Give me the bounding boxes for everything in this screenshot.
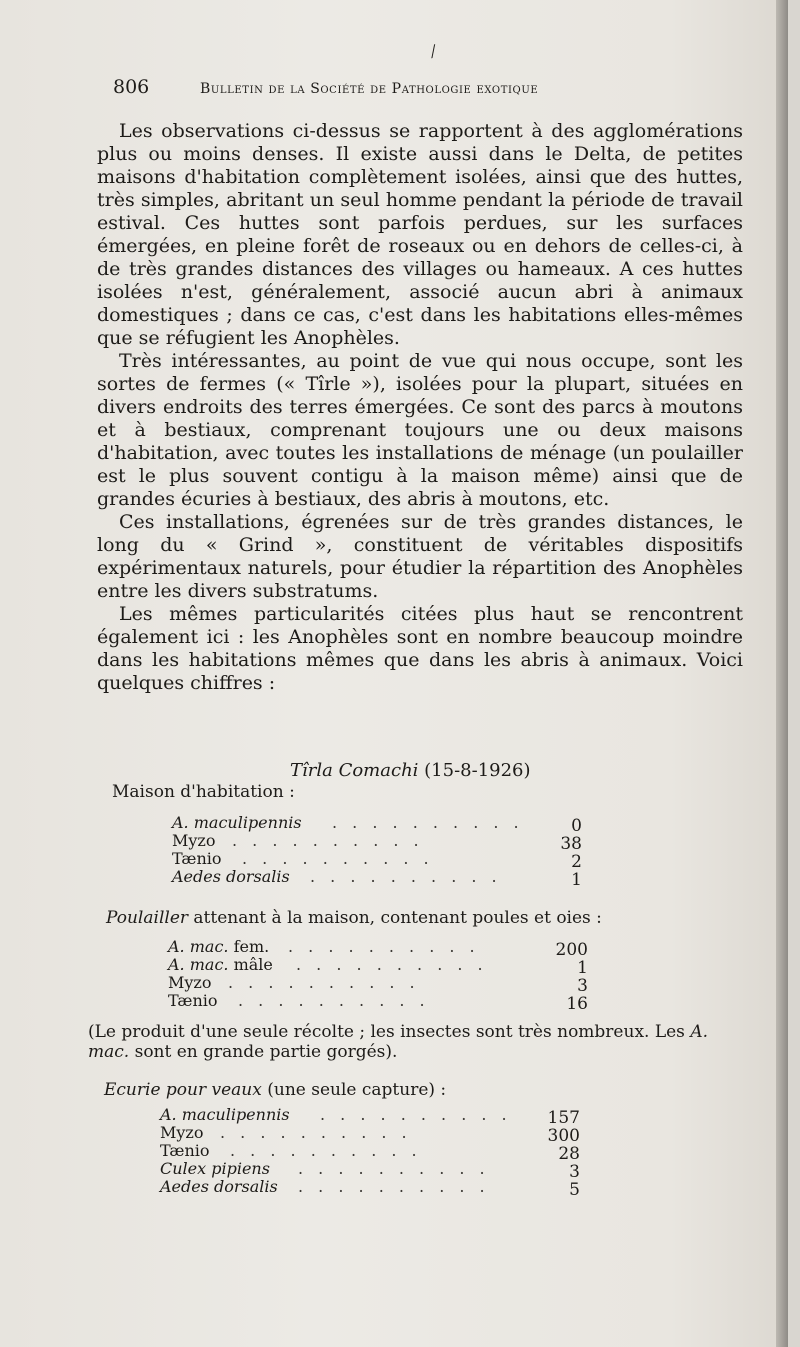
paragraph: Les observations ci-dessus se rapportent à des agglomérations plus ou moins denses. Il existe aussi dans le Delta, de petites maisons d'habitation complètement isolées, ainsi que des huttes, très simples, abritant un seul homme pendant la période de travail estival. Ces huttes sont parfois perdues, sur les surfaces émergées, en pleine forêt de roseaux ou en dehors de celles-ci, à de très grandes distances des villages ou hameaux. A ces huttes isolées n'est, généralement, associé aucun abri à animaux domestiques ; dans ce cas, c'est dans les habitations elles-mêmes que se réfugient les Anophèles. xyxy=(97,120,743,349)
leader-dots: . . . . . . . . . . xyxy=(310,867,502,886)
data-table-henhouse xyxy=(168,937,588,1014)
count-value: 38 xyxy=(560,834,582,854)
paragraph: Très intéressantes, au point de vue qui nous occupe, sont les sortes de fermes (« Tîrle »), isolées pour la plupart, situées en divers endroits des terres émergées. Ce sont des parcs à moutons et à bestiaux, comprenant toujours une ou deux maisons d'habitation, avec toutes les installations de ménage (un poulailler est le plus souvent contigu à la maison même) ainsi que de grandes écuries à bestiaux, des abris à moutons, etc. xyxy=(97,350,743,510)
caption-date: (15-8-1926) xyxy=(424,760,531,781)
species-name: A. mac. fem. xyxy=(168,937,270,956)
leader-dots: . . . . . . . . . . xyxy=(228,973,420,992)
species-name: Culex pipiens xyxy=(160,1159,270,1178)
page-header xyxy=(113,76,773,106)
species-name: Myzo xyxy=(172,831,216,850)
footnote-paragraph: (Le produit d'une seule récolte ; les insectes sont très nombreux. Les A. mac. sont en grande partie gorgés). xyxy=(88,1022,709,1062)
section-label: Ecurie pour veaux (une seule capture) : xyxy=(104,1080,447,1100)
data-table-stable xyxy=(160,1105,580,1200)
table-row xyxy=(168,955,588,978)
table-caption xyxy=(290,760,531,781)
species-name: Aedes dorsalis xyxy=(172,867,290,886)
page-number: 806 xyxy=(113,76,150,98)
paragraph: Les mêmes particularités citées plus haut se rencontrent également ici : les Anophèles sont en nombre beaucoup moindre dans les habitations mêmes que dans les abris à animaux. Voici quelques chiffres : xyxy=(97,603,743,694)
data-table-house xyxy=(172,813,582,890)
pen-mark: ⁄ xyxy=(428,42,438,61)
species-name: A. maculipennis xyxy=(160,1105,290,1124)
table-row xyxy=(160,1105,580,1128)
count-value: 5 xyxy=(569,1180,580,1200)
caption-location: Tîrla Comachi xyxy=(290,760,419,781)
leader-dots: . . . . . . . . . . xyxy=(288,937,480,956)
table-row xyxy=(160,1159,580,1182)
species-name: Tænio xyxy=(172,849,222,868)
table-row xyxy=(172,849,582,872)
count-value: 1 xyxy=(577,958,588,978)
species-name: A. maculipennis xyxy=(172,813,302,832)
species-name: Myzo xyxy=(160,1123,204,1142)
count-value: 3 xyxy=(569,1162,580,1182)
count-value: 157 xyxy=(547,1108,580,1128)
leader-dots: . . . . . . . . . . xyxy=(298,1177,490,1196)
leader-dots: . . . . . . . . . . xyxy=(320,1105,512,1124)
count-value: 16 xyxy=(566,994,588,1014)
count-value: 2 xyxy=(571,852,582,872)
body-text xyxy=(97,120,743,695)
species-name: Tænio xyxy=(160,1141,210,1160)
leader-dots: . . . . . . . . . . xyxy=(220,1123,412,1142)
table-row xyxy=(168,991,588,1014)
leader-dots: . . . . . . . . . . xyxy=(232,831,424,850)
species-name: Myzo xyxy=(168,973,212,992)
paragraph: Ces installations, égrenées sur de très grandes distances, le long du « Grind », constituent de véritables dispositifs expérimentaux naturels, pour étudier la répartition des Anophèles entre les divers substratums. xyxy=(97,511,743,602)
page-edge xyxy=(776,0,788,1347)
table-row xyxy=(160,1141,580,1164)
leader-dots: . . . . . . . . . . xyxy=(332,813,524,832)
count-value: 300 xyxy=(547,1126,580,1146)
leader-dots: . . . . . . . . . . xyxy=(238,991,430,1010)
table-row xyxy=(172,831,582,854)
table-row xyxy=(160,1123,580,1146)
table-row xyxy=(172,813,582,836)
leader-dots: . . . . . . . . . . xyxy=(298,1159,490,1178)
count-value: 0 xyxy=(571,816,582,836)
table-row xyxy=(160,1177,580,1200)
table-row xyxy=(168,973,588,996)
species-name: Tænio xyxy=(168,991,218,1010)
section-label: Maison d'habitation : xyxy=(112,782,295,802)
running-title: Bulletin de la Société de Pathologie exotique xyxy=(200,81,539,97)
table-row xyxy=(172,867,582,890)
leader-dots: . . . . . . . . . . xyxy=(242,849,434,868)
count-value: 1 xyxy=(571,870,582,890)
count-value: 200 xyxy=(555,940,588,960)
section-label: Poulailler attenant à la maison, contenant poules et oies : xyxy=(106,908,602,928)
species-name: A. mac. mâle xyxy=(168,955,273,974)
species-name: Aedes dorsalis xyxy=(160,1177,278,1196)
count-value: 28 xyxy=(558,1144,580,1164)
count-value: 3 xyxy=(577,976,588,996)
table-row xyxy=(168,937,588,960)
leader-dots: . . . . . . . . . . xyxy=(296,955,488,974)
leader-dots: . . . . . . . . . . xyxy=(230,1141,422,1160)
